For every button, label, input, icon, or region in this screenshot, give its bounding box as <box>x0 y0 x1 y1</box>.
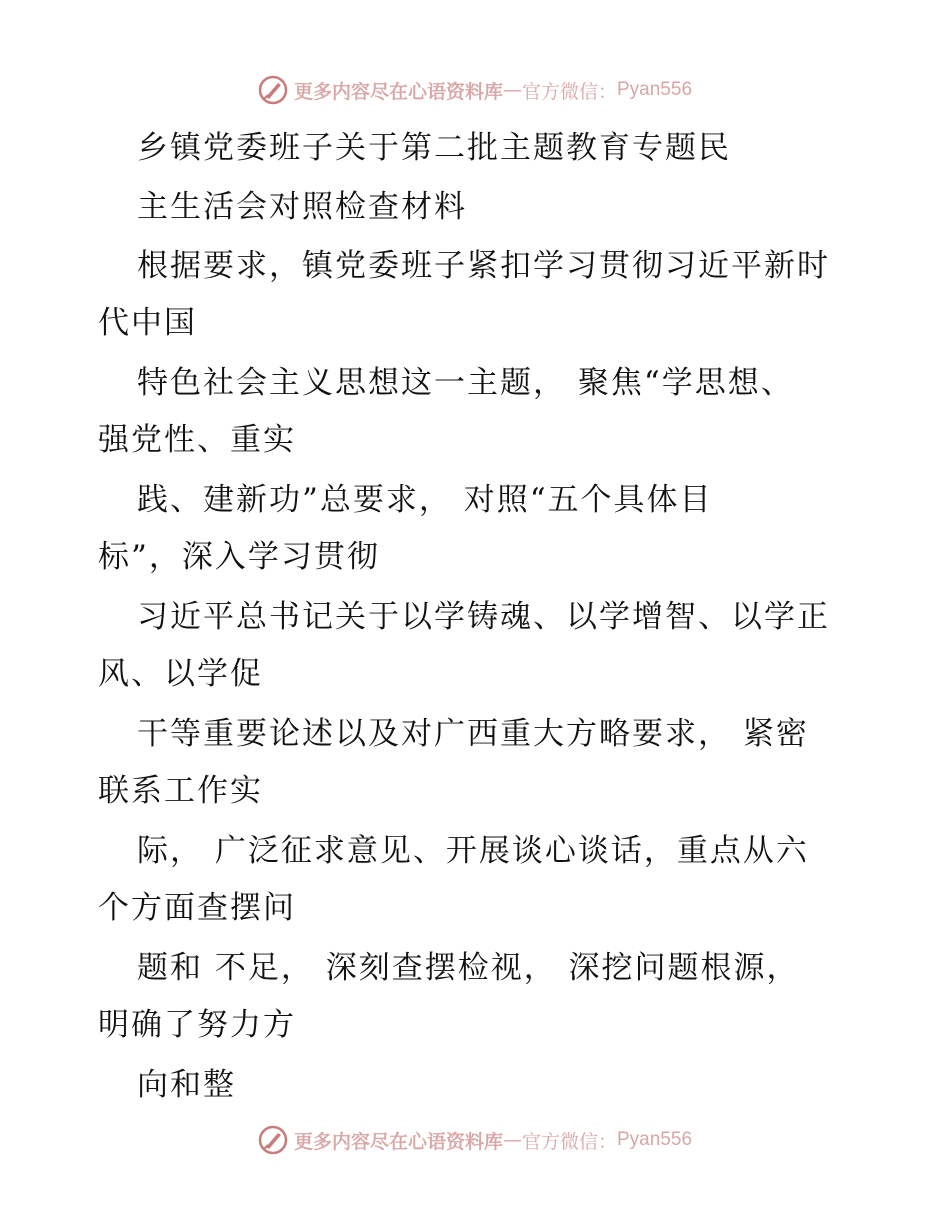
footer-watermark <box>0 1120 950 1160</box>
paragraph-line: 标”，深入学习贯彻 <box>98 539 380 575</box>
watermark-wechat-id: Pyan556 <box>617 1129 693 1150</box>
paragraph-line: 个方面查摆问 <box>98 890 296 926</box>
paragraph-line: 际， 广泛征求意见、开展谈心谈话，重点从六 <box>137 833 809 869</box>
watermark-wechat-id: Pyan556 <box>617 79 693 100</box>
paragraph-line: 干等重要论述以及对广西重大方略要求， 紧密 <box>137 716 809 752</box>
paragraph-line: 风、以学促 <box>98 656 263 692</box>
paragraph-line: 向和整 <box>137 1067 236 1103</box>
document-title-line-2: 主生活会对照检查材料 <box>137 189 467 225</box>
paragraph-line: 题和 不足， 深刻查摆检视， 深挖问题根源， <box>137 950 800 986</box>
watermark-wechat-label: 官方微信： <box>521 80 617 103</box>
watermark-dash: — <box>502 79 522 101</box>
paragraph-line: 习近平总书记关于以学铸魂、以学增智、以学正 <box>137 599 830 635</box>
document-title-line-1: 乡镇党委班子关于第二批主题教育专题民 <box>137 130 731 166</box>
paragraph-line: 根据要求，镇党委班子紧扣学习贯彻习近平新时 <box>137 248 830 284</box>
quill-pen-logo-icon <box>258 1125 288 1155</box>
paragraph-line: 强党性、重实 <box>98 422 296 458</box>
paragraph-line: 践、建新功”总要求， 对照“五个具体目 <box>137 482 713 518</box>
watermark-brand: 更多内容尽在心语资料库 <box>293 1130 503 1153</box>
paragraph-line: 代中国 <box>98 305 197 341</box>
watermark-dash: — <box>502 1129 522 1151</box>
paragraph-line: 明确了努力方 <box>98 1007 296 1043</box>
watermark-wechat-label: 官方微信： <box>521 1130 617 1153</box>
watermark-brand: 更多内容尽在心语资料库 <box>293 80 503 103</box>
paragraph-line: 特色社会主义思想这一主题， 聚焦“学思想、 <box>137 365 794 401</box>
paragraph-line: 联系工作实 <box>98 773 263 809</box>
